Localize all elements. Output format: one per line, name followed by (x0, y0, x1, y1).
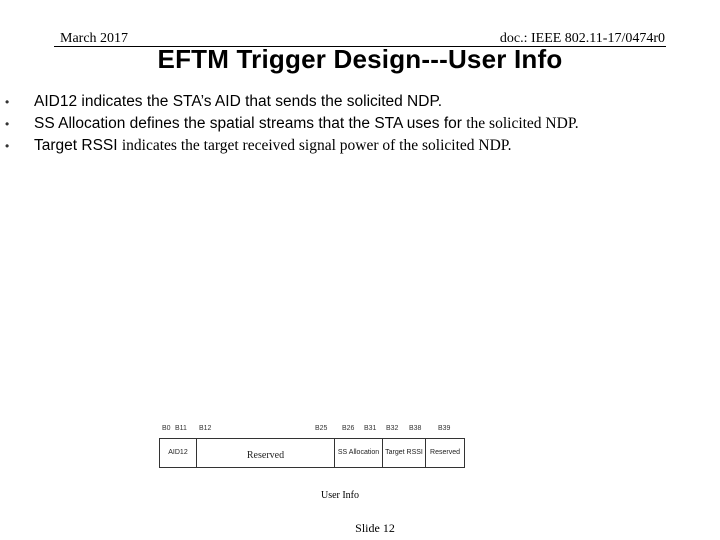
bullet-dot: • (5, 117, 10, 131)
bit-label: B38 (409, 425, 422, 432)
bit-label: B31 (364, 425, 377, 432)
bit-label: B11 (175, 425, 187, 432)
bullet-item (0, 113, 579, 135)
bit-label: B12 (199, 425, 212, 432)
bullet-dot: • (5, 139, 10, 153)
field-ss-allocation: SS Allocation (334, 438, 382, 468)
field-aid12: AID12 (159, 438, 196, 468)
field-target-rssi: Target RSSI (382, 438, 425, 468)
bit-label: B25 (315, 425, 328, 432)
bullet-list (0, 91, 579, 157)
bullet-text-serif: the solicited NDP. (466, 115, 579, 132)
bit-label: B26 (342, 425, 355, 432)
figure-caption: User Info (320, 490, 360, 501)
header-date: March 2017 (60, 31, 129, 46)
user-info-field-diagram (157, 425, 467, 475)
bit-label: B0 (162, 425, 171, 432)
bullet-item (0, 91, 579, 113)
bit-label: B32 (386, 425, 399, 432)
bit-label: B39 (438, 425, 451, 432)
bullet-text: AID12 indicates the STA’s AID that sends the solicited NDP. (34, 93, 443, 110)
bullet-text: SS Allocation defines the spatial streams that the STA uses for (34, 115, 467, 132)
bullet-item (0, 135, 579, 157)
bullet-text-serif: indicates the target received signal power of the solicited NDP. (121, 137, 512, 154)
bullet-dot: • (5, 95, 10, 109)
bullet-text: Target RSSI (34, 137, 122, 154)
field-reserved: Reserved (196, 438, 334, 468)
slide-number: Slide 12 (355, 521, 395, 535)
field-reserved: Reserved (425, 438, 465, 468)
slide-title: EFTM Trigger Design---User Info (157, 44, 563, 74)
header-doc-id: doc.: IEEE 802.11-17/0474r0 (499, 31, 665, 46)
